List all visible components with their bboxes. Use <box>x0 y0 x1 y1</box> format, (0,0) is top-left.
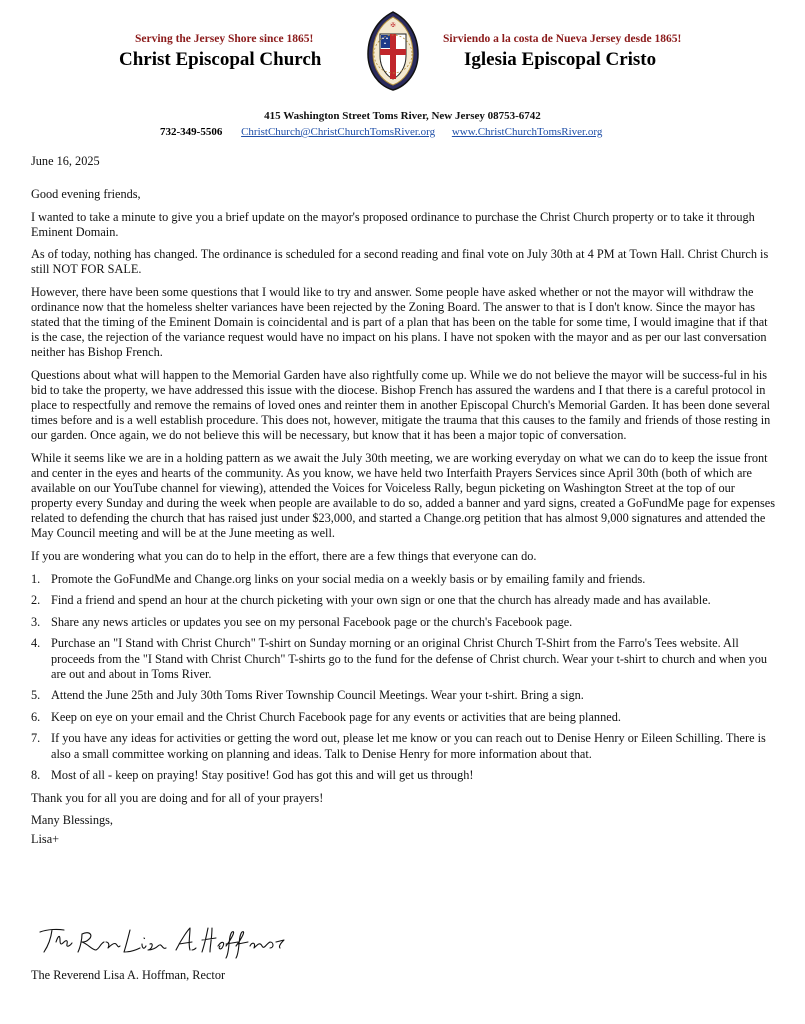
list-item <box>31 710 776 725</box>
handwritten-signature <box>38 920 288 960</box>
church-address: 415 Washington Street Toms River, New Jersey 08753-6742 <box>264 110 541 122</box>
website-link[interactable]: www.ChristChurchTomsRiver.org <box>451 126 603 138</box>
phone-number: 732-349-5506 <box>160 126 223 138</box>
church-name-english: Christ Episcopal Church <box>119 49 322 70</box>
list-text: If you have any ideas for activities or getting the word out, please let me know or you can reach out to Denise Henry or Eileen Schilling. There is also a small committee working on planning and ideas. Talk to Denise Henry for more information about that. <box>51 731 766 761</box>
list-item <box>31 615 776 630</box>
list-item <box>31 593 776 608</box>
list-text: Purchase an "I Stand with Christ Church" T-shirt on Sunday morning or an original Christ Church T-Shirt from the Farro's Tees website. All proceeds from the "I Stand with Christ Church" T-shirts go to the fund for the defense of Christ church. Wear your t-shirt to church and when you are out and about in Toms River. <box>51 636 768 681</box>
list-item <box>31 768 776 783</box>
paragraph-5: While it seems like we are in a holding pattern as we await the July 30th meeting, we are working everyday on what we can do to keep the issue front and center in the eyes and hearts of the community. As you know, we have held two Interfaith Prayers Services since April 30th (both of which are available on our YouTube channel for viewing), attended the Voices for Voiceless Rally, begun picketing on Washington Street at the top of our property every Sunday and during the week when people are available to do so, added a banner and yard signs, created a GoFundMe page for expenses related to defending the church that has raised just under $23,000, and started a Change.org petition that has almost 9,000 signatures and attended the May Council meeting and will be at the June meeting as well. <box>31 451 776 541</box>
list-item <box>31 731 776 761</box>
list-number: 2. <box>31 593 41 608</box>
paragraph-1: I wanted to take a minute to give you a brief update on the mayor's proposed ordinance to purchase the Christ Church property or to take it through Eminent Domain. <box>31 209 755 239</box>
paragraph-3: However, there have been some questions that I would like to try and answer. Some people have asked whether or not the mayor will withdraw the ordinance now that the homeless shelter variances have been rejected by the Zoning Board. The answer to that is I don't know. Since the mayor has stated that the timing of the Eminent Domain is coincidental and is part of a plan that has been on the table for some time, I would imagine that if that is the case, the rejection of the variance request would have no impact on his plans. I have not spoken with the mayor and as per our last conversation neither has Bishop French. <box>31 285 768 360</box>
list-number: 3. <box>31 614 41 629</box>
thanks-line: Thank you for all you are doing and for all of your prayers! <box>31 790 324 805</box>
list-number: 4. <box>31 636 41 651</box>
list-item <box>31 688 776 703</box>
paragraph-2: As of today, nothing has changed. The ordinance is scheduled for a second reading and final vote on July 30th at 4 PM at Town Hall. Christ Church is still NOT FOR SALE. <box>31 247 769 277</box>
list-number: 5. <box>31 688 41 703</box>
action-list <box>31 572 776 784</box>
list-text: Promote the GoFundMe and Change.org links on your social media on a weekly basis or by emailing family and friends. <box>51 571 646 586</box>
list-number: 6. <box>31 709 41 724</box>
church-name-spanish: Iglesia Episcopal Cristo <box>464 49 657 70</box>
paragraph-6: If you are wondering what you can do to help in the effort, there are a few things that everyone can do. <box>31 549 537 564</box>
email-link[interactable]: ChristChurch@ChristChurchTomsRiver.org <box>241 126 436 138</box>
list-text: Share any news articles or updates you see on my personal Facebook page or the church's Facebook page. <box>51 614 573 629</box>
list-number: 7. <box>31 731 41 746</box>
list-text: Keep on eye on your email and the Christ Church Facebook page for any events or activities that are being planned. <box>51 709 621 724</box>
signer-name: The Reverend Lisa A. Hoffman, Rector <box>31 968 226 982</box>
episcopal-shield-icon <box>365 10 421 92</box>
paragraph-4: Questions about what will happen to the Memorial Garden have also rightfully come up. While we do not believe the mayor will be success-ful in his bid to take the property, we have addressed this issue with the diocese. Bishop French has assured the wardens and I that there is a careful protocol in place to respectfully and remove the remains of loved ones and reinter them in another Episcopal Church's Memorial Garden. It has been done several times before and is a well establish procedure. This does not, however, mitigate the trauma that this causes to the family and friends of those resting in our garden. Once again, we do not believe this will be necessary, but know that it has been a major topic of conversation. <box>31 368 771 443</box>
list-item <box>31 636 776 681</box>
tagline-english: Serving the Jersey Shore since 1865! <box>135 33 314 45</box>
svg-text:✠: ✠ <box>390 22 396 29</box>
letter-date: June 16, 2025 <box>31 154 100 168</box>
closing: Many Blessings, <box>31 813 113 828</box>
list-number: 1. <box>31 571 41 586</box>
tagline-spanish: Sirviendo a la costa de Nueva Jersey desde 1865! <box>443 33 682 45</box>
contact-line <box>160 126 616 138</box>
closing-name: Lisa+ <box>31 832 60 847</box>
list-number: 8. <box>31 768 41 783</box>
greeting: Good evening friends, <box>31 187 141 202</box>
list-text: Find a friend and spend an hour at the church picketing with your own sign or one that the church has already made and has available. <box>51 593 711 608</box>
letter-body <box>31 154 776 855</box>
list-text: Most of all - keep on praying! Stay positive! God has got this and will get us through! <box>51 768 474 783</box>
list-text: Attend the June 25th and July 30th Toms River Township Council Meetings. Wear your t-shirt. Bring a sign. <box>51 688 584 703</box>
list-item <box>31 572 776 587</box>
